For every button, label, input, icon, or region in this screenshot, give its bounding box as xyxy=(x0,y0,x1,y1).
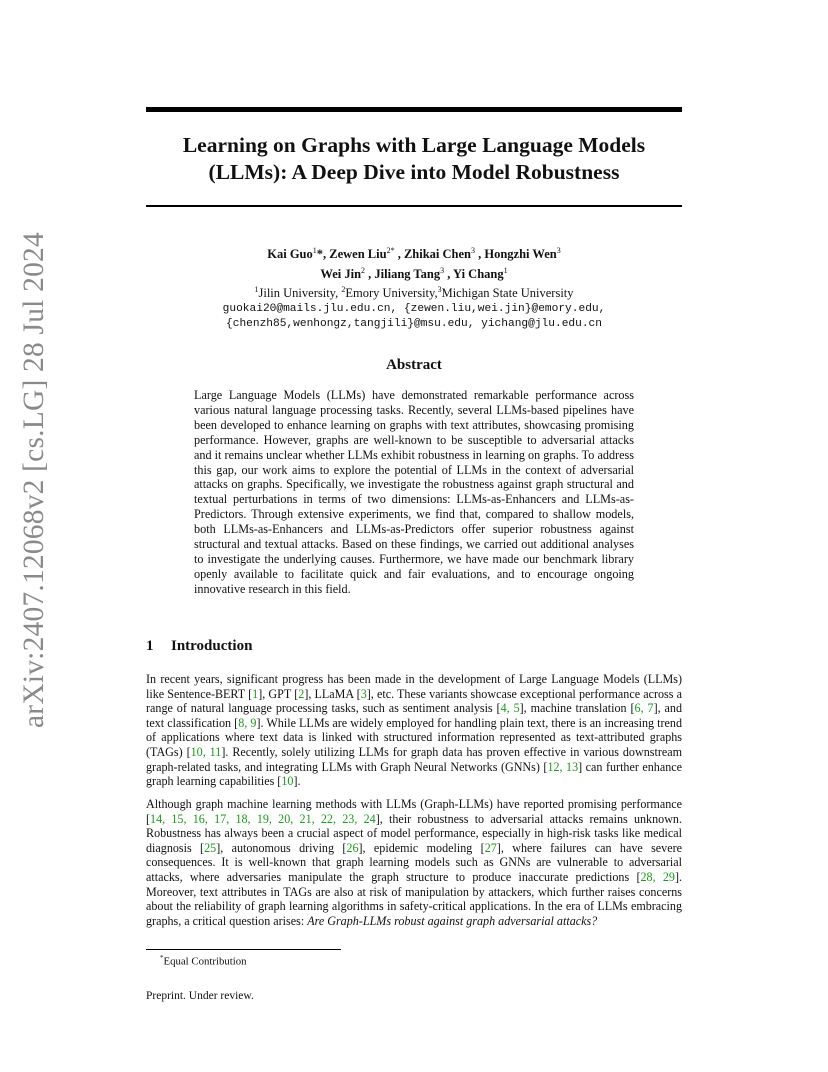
citation-link[interactable]: 1 xyxy=(252,686,259,701)
citation-link[interactable]: 3 xyxy=(360,686,367,701)
research-question: Are Graph-LLMs robust against graph adversarial attacks? xyxy=(307,913,598,928)
title-line-1: Learning on Graphs with Large Language Models xyxy=(182,133,646,157)
author-block xyxy=(146,243,682,333)
citation-link[interactable]: 2 xyxy=(298,686,305,701)
intro-paragraph-2: Although graph machine learning methods with LLMs (Graph-LLMs) have reported promising performance [14, 15, 16, 17, 18, 19, 20, 21, 22, 23, 24], their robustness to adversarial attacks remains unknown. Robustness has always been a crucial aspect of model performance, especially in high-risk tasks like medical diagnosis [25], autonomous driving [26], epidemic modeling [27], where failures can have severe consequences. It is well-known that graph learning models such as GNNs are vulnerable to adversarial attacks, where adversaries manipulate the graph structure to produce inaccurate predictions [28, 29]. Moreover, text attributes in TAGs are also at risk of manipulation by attackers, which further raises concerns about the reliability of graph learning algorithms in safety-critical applications. In the era of LLMs embracing graphs, a critical question arises: Are Graph-LLMs robust against graph adversarial attacks? xyxy=(146,797,683,928)
section-title: Introduction xyxy=(171,638,253,654)
citation-link[interactable]: 27 xyxy=(484,840,497,855)
citation-link[interactable]: 8, 9 xyxy=(238,715,257,730)
paper-title xyxy=(146,132,682,186)
preprint-notice: Preprint. Under review. xyxy=(146,990,254,1002)
citation-link[interactable]: 26 xyxy=(346,840,359,855)
author-name: Zewen Liu xyxy=(329,247,387,262)
author-name: Wei Jin xyxy=(320,266,362,281)
citation-link[interactable]: 28, 29 xyxy=(640,869,675,884)
citation-link[interactable]: 6, 7 xyxy=(634,701,654,716)
author-name: Kai Guo xyxy=(267,247,313,262)
section-number: 1 xyxy=(146,638,154,654)
arxiv-identifier: arXiv:2407.12068v2 [cs.LG] 28 Jul 2024 xyxy=(18,232,50,728)
title-line-2: (LLMs): A Deep Dive into Model Robustness xyxy=(208,160,620,184)
abstract-text: Large Language Models (LLMs) have demonstrated remarkable performance across various natural language processing tasks. Recently, several LLMs-based pipelines have been developed to enhance learning on graphs with text attributes, showcasing promising performance. However, graphs are well-known to be susceptible to adversarial attacks and it remains unclear whether LLMs exhibit robustness in learning on graphs. To address this gap, our work aims to explore the potential of LLMs in the context of adversarial attacks on graphs. Specifically, we investigate the robustness against graph structural and textual perturbations in terms of two dimensions: LLMs-as-Enhancers and LLMs-as-Predictors. Through extensive experiments, we find that, compared to shallow models, both LLMs-as-Enhancers and LLMs-as-Predictors offer superior robustness against structural and textual attacks. Based on these findings, we carried out additional analyses to investigate the underlying causes. Furthermore, we have made our benchmark library openly available to facilitate quick and fair evaluations, and to encourage ongoing innovative research in this field. xyxy=(194,388,634,596)
section-heading-introduction xyxy=(146,638,252,655)
footnote: *Equal Contribution xyxy=(160,954,247,968)
citation-link[interactable]: 14, 15, 16, 17, 18, 19, 20, 21, 22, 23, 24 xyxy=(150,811,376,826)
title-bottom-rule xyxy=(146,205,682,207)
footnote-rule xyxy=(146,949,341,950)
author-name: Jiliang Tang xyxy=(374,266,441,281)
affiliations: $^1$Jilin University, $^2$Emory University,$^3$Michigan State University xyxy=(254,285,574,301)
author-name: Zhikai Chen xyxy=(403,247,471,262)
email-line[interactable]: {chenzh85,wenhongz,tangjili}@msu.edu, yichang@jlu.edu.cn xyxy=(226,318,602,331)
citation-link[interactable]: 25 xyxy=(204,840,217,855)
citation-link[interactable]: 12, 13 xyxy=(547,759,579,774)
citation-link[interactable]: 4, 5 xyxy=(500,701,520,716)
title-top-rule xyxy=(146,107,682,112)
email-line[interactable]: guokai20@mails.jlu.edu.cn, {zewen.liu,wei.jin}@emory.edu, xyxy=(222,302,606,315)
author-name: Hongzhi Wen xyxy=(484,247,557,262)
citation-link[interactable]: 10 xyxy=(281,774,294,789)
citation-link[interactable]: 10, 11 xyxy=(190,744,222,759)
author-name: Yi Chang xyxy=(453,266,504,281)
abstract-heading: Abstract xyxy=(386,357,442,373)
author-names: Kai Guo$^1$*, Zewen Liu$^{2*}$ , Zhikai Chen$^3$ , Hongzhi Wen$^3$ Wei Jin$^2$ , Jiliang Tang$^3$ , Yi Chang$^1$ xyxy=(267,246,561,281)
intro-paragraph-1: In recent years, significant progress has been made in the development of Large Language Models (LLMs) like Sentence-BERT [1], GPT [2], LLaMA [3], etc. These variants showcase exceptional performance across a range of natural language processing tasks, such as sentiment analysis [4, 5], machine translation [6, 7], and text classification [8, 9]. While LLMs are widely employed for handling plain text, there is an increasing trend of applications where text data is linked with structured information represented as text-attributed graphs (TAGs) [10, 11]. Recently, solely utilizing LLMs for graph data has proven effective in various downstream graph-related tasks, and integrating LLMs with Graph Neural Networks (GNNs) [12, 13] can further enhance graph learning capabilities [10]. xyxy=(146,672,682,789)
